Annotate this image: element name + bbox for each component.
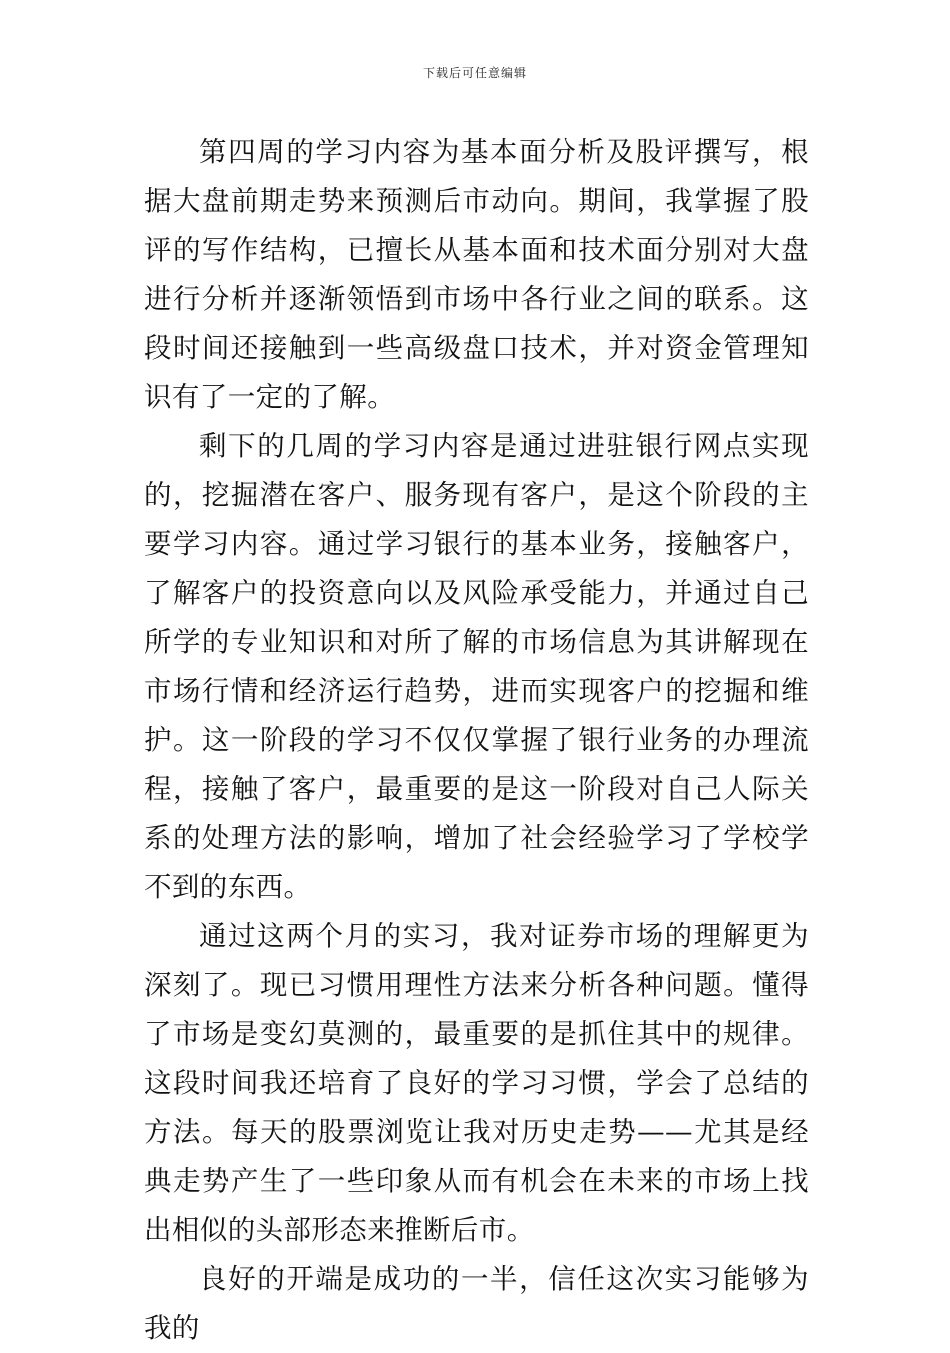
paragraph-1: 第四周的学习内容为基本面分析及股评撰写，根据大盘前期走势来预测后市动向。期间，我掌握了股评的写作结构，已擅长从基本面和技术面分别对大盘进行分析并逐渐领悟到市场中各行业之间的联系。这段时间还接触到一些高级盘口技术，并对资金管理知识有了一定的了解。 — [144, 136, 809, 413]
paragraph-3: 通过这两个月的实习，我对证券市场的理解更为深刻了。现已习惯用理性方法来分析各种问题。懂得了市场是变幻莫测的，最重要的是抓住其中的规律。这段时间我还培育了良好的学习习惯，学会了总结的方法。每天的股票浏览让我对历史走势——尤其是经典走势产生了一些印象从而有机会在未来的市场上找出相似的头部形态来推断后市。 — [144, 920, 809, 1246]
document-body — [144, 128, 809, 1353]
paragraph-2: 剩下的几周的学习内容是通过进驻银行网点实现的，挖掘潜在客户、服务现有客户，是这个阶段的主要学习内容。通过学习银行的基本业务，接触客户，了解客户的投资意向以及风险承受能力，并通过自己所学的专业知识和对所了解的市场信息为其讲解现在市场行情和经济运行趋势，进而实现客户的挖掘和维护。这一阶段的学习不仅仅掌握了银行业务的办理流程，接触了客户，最重要的是这一阶段对自己人际关系的处理方法的影响，增加了社会经验学习了学校学不到的东西。 — [144, 430, 809, 903]
header-note: 下载后可任意编辑 — [422, 66, 527, 80]
paragraph-4: 良好的开端是成功的一半，信任这次实习能够为我的 — [144, 1263, 809, 1344]
